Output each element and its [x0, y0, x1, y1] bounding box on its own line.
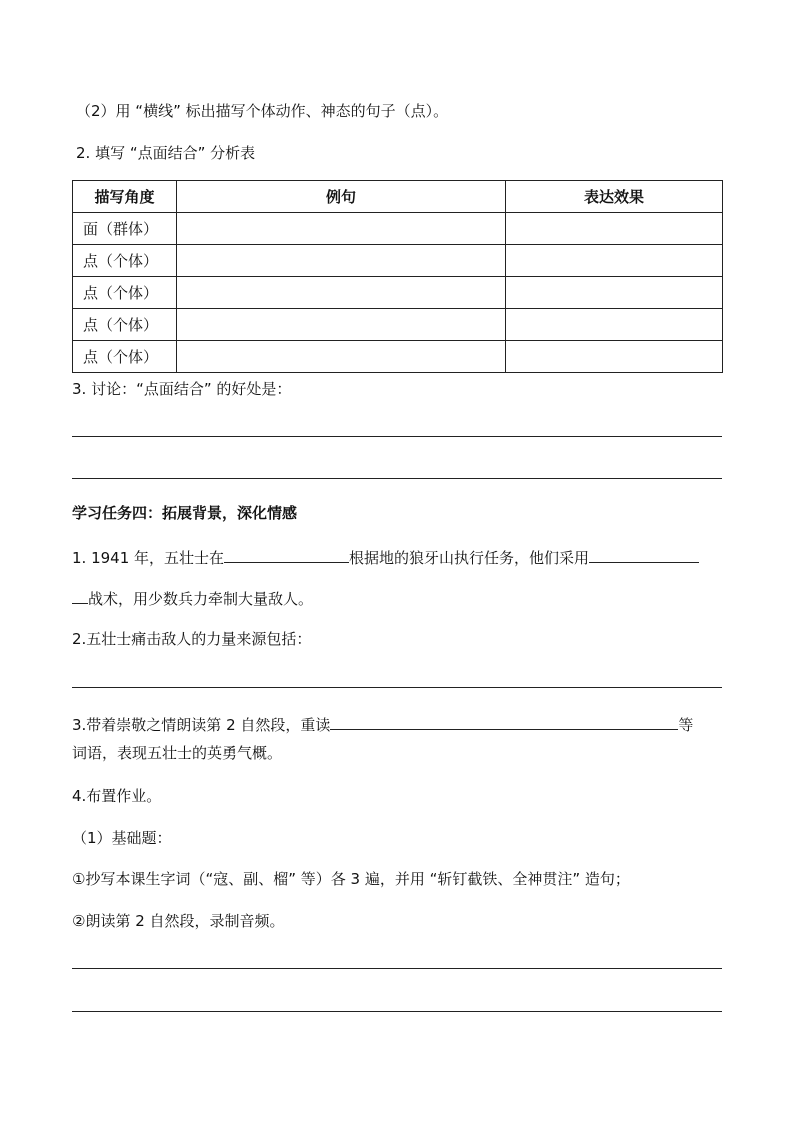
- example-cell[interactable]: [177, 277, 506, 309]
- table-row: [73, 341, 723, 373]
- question-4-item-1: ①抄写本课生字词（“寇、副、榴” 等）各 3 遍，并用 “斩钉截铁、全神贯注” 造句；: [72, 870, 630, 888]
- instruction-line-2: 2. 填写 “点面结合” 分析表: [76, 144, 256, 162]
- fill-blank[interactable]: [589, 546, 699, 563]
- question-4-sub-1: （1）基础题：: [72, 829, 172, 847]
- example-cell[interactable]: [177, 309, 506, 341]
- answer-line[interactable]: [72, 478, 722, 479]
- row-label: 点（个体）: [73, 309, 177, 341]
- answer-line[interactable]: [72, 968, 722, 969]
- table-header-angle: 描写角度: [73, 181, 177, 213]
- instruction-line-1: （2）用 “横线” 标出描写个体动作、神态的句子（点）。: [76, 102, 449, 120]
- question-3-line-1: [72, 713, 693, 735]
- question-1-text-b: 根据地的狼牙山执行任务，他们采用: [349, 549, 590, 567]
- question-1-text-a: 1. 1941 年，五壮士在: [72, 549, 225, 567]
- answer-line[interactable]: [72, 436, 722, 437]
- question-3-text-b: 等: [678, 716, 694, 734]
- example-cell[interactable]: [177, 245, 506, 277]
- question-1-line-1: [72, 546, 699, 568]
- table-row: [73, 245, 723, 277]
- table-header-row: [73, 181, 723, 213]
- fill-blank[interactable]: [72, 587, 88, 604]
- example-cell[interactable]: [177, 341, 506, 373]
- question-3-line-2: 词语，表现五壮士的英勇气概。: [72, 744, 283, 762]
- row-label: 点（个体）: [73, 341, 177, 373]
- fill-blank[interactable]: [330, 713, 678, 730]
- effect-cell[interactable]: [506, 245, 723, 277]
- question-1-line-2: [72, 587, 313, 609]
- row-label: 面（群体）: [73, 213, 177, 245]
- table-header-effect: 表达效果: [506, 181, 723, 213]
- answer-line[interactable]: [72, 687, 722, 688]
- effect-cell[interactable]: [506, 309, 723, 341]
- fill-blank[interactable]: [224, 546, 349, 563]
- question-2: 2.五壮士痛击敌人的力量来源包括：: [72, 630, 312, 648]
- question-3-text-a: 3.带着崇敬之情朗读第 2 自然段，重读: [72, 716, 331, 734]
- table-row: [73, 309, 723, 341]
- section-heading: 学习任务四：拓展背景，深化情感: [72, 504, 298, 522]
- effect-cell[interactable]: [506, 213, 723, 245]
- table-header-example: 例句: [177, 181, 506, 213]
- answer-line[interactable]: [72, 1011, 722, 1012]
- table-row: [73, 277, 723, 309]
- row-label: 点（个体）: [73, 245, 177, 277]
- example-cell[interactable]: [177, 213, 506, 245]
- analysis-table: [72, 180, 723, 373]
- question-1-text-c: 战术，用少数兵力牵制大量敌人。: [88, 590, 314, 608]
- discussion-prompt: 3. 讨论：“点面结合” 的好处是：: [72, 380, 292, 398]
- question-4: 4.布置作业。: [72, 787, 162, 805]
- row-label: 点（个体）: [73, 277, 177, 309]
- table-row: [73, 213, 723, 245]
- effect-cell[interactable]: [506, 341, 723, 373]
- question-4-item-2: ②朗读第 2 自然段，录制音频。: [72, 912, 285, 930]
- effect-cell[interactable]: [506, 277, 723, 309]
